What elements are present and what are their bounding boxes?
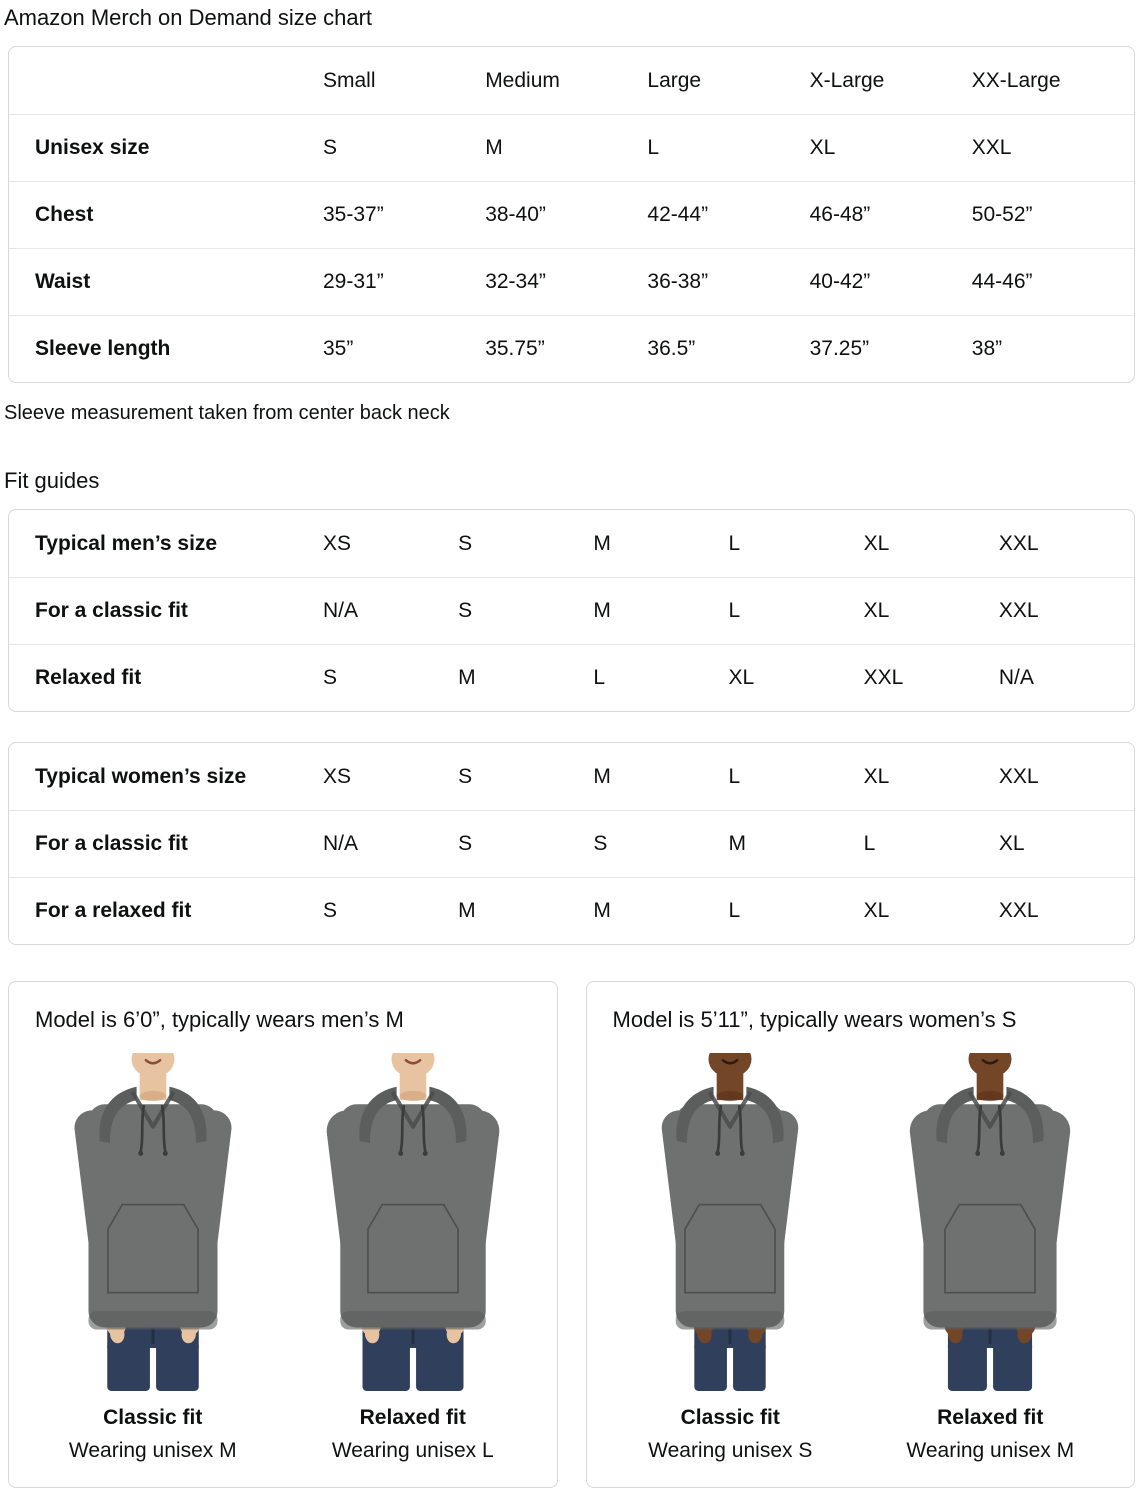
table-row-womens-relaxed-fit	[9, 877, 1134, 944]
table-cell: XXL	[998, 531, 1039, 555]
table-cell: XL	[728, 666, 755, 689]
row-label: For a classic fit	[35, 599, 188, 622]
table-cell: XL	[809, 136, 836, 159]
table-row-womens-classic-fit	[9, 810, 1134, 877]
wearing-label: Wearing unisex S	[648, 1439, 813, 1462]
table-cell: XL	[998, 832, 1025, 855]
table-cell: S	[323, 899, 338, 922]
table-cell: XL	[863, 599, 890, 622]
table-row-chest	[9, 181, 1134, 248]
row-label: Sleeve length	[35, 337, 171, 360]
column-header-xxlarge: XX-Large	[971, 68, 1061, 92]
model-figure	[865, 1053, 1115, 1463]
table-row-typical-womens-size	[9, 743, 1134, 810]
size-chart-table	[8, 46, 1135, 383]
table-cell: M	[593, 764, 611, 788]
card-heading: Model is 5’11”, typically wears women’s S	[612, 1007, 1017, 1032]
column-header-large: Large	[647, 68, 702, 92]
mens-fit-table	[8, 509, 1135, 712]
table-cell: M	[593, 531, 611, 555]
row-label: For a relaxed fit	[35, 899, 192, 922]
model-figure	[605, 1053, 855, 1463]
fit-label: Classic fit	[680, 1406, 780, 1429]
table-cell: 44-46”	[971, 270, 1033, 293]
fit-guides-heading: Fit guides	[4, 468, 100, 493]
table-cell: 40-42”	[809, 270, 871, 293]
model-figure	[28, 1053, 278, 1463]
column-header-xlarge: X-Large	[809, 68, 885, 92]
table-cell: L	[728, 599, 741, 622]
table-cell: S	[458, 832, 473, 855]
table-cell: L	[863, 832, 876, 855]
table-header-row	[9, 47, 1134, 114]
table-cell: 38-40”	[485, 203, 546, 226]
table-cell: L	[593, 666, 606, 689]
row-label: Typical women’s size	[35, 764, 247, 788]
table-cell: S	[323, 666, 338, 689]
page-title: Amazon Merch on Demand size chart	[4, 5, 373, 30]
size-chart-page	[0, 4, 1143, 1488]
row-label: Waist	[35, 270, 91, 293]
table-cell: 38”	[971, 337, 1003, 360]
model-figure	[288, 1053, 538, 1463]
model-photo-classic-male	[37, 1053, 269, 1391]
row-label: Chest	[35, 203, 94, 226]
table-cell: L	[728, 764, 741, 788]
row-label: Relaxed fit	[35, 666, 142, 689]
table-cell: 36.5”	[647, 337, 696, 360]
column-header-small: Small	[323, 68, 376, 92]
figures-row	[587, 1053, 1135, 1463]
table-cell: XXL	[863, 666, 904, 689]
mens-model-card	[8, 981, 558, 1488]
card-heading: Model is 6’0”, typically wears men’s M	[35, 1007, 404, 1032]
table-cell: M	[458, 899, 476, 922]
table-cell: N/A	[323, 599, 359, 622]
row-label: Typical men’s size	[35, 531, 218, 555]
table-cell: XXL	[998, 764, 1039, 788]
table-row-mens-relaxed-fit	[9, 644, 1134, 711]
table-cell: M	[728, 832, 746, 855]
wearing-label: Wearing unisex M	[906, 1439, 1075, 1462]
wearing-label: Wearing unisex L	[331, 1439, 494, 1462]
wearing-label: Wearing unisex M	[68, 1439, 237, 1462]
table-cell: 37.25”	[809, 337, 870, 360]
table-cell: S	[458, 531, 473, 555]
table-cell: 35”	[323, 337, 354, 360]
table-cell: M	[593, 899, 611, 922]
column-header-medium: Medium	[485, 68, 560, 92]
table-cell: L	[728, 899, 741, 922]
table-cell: XL	[863, 899, 890, 922]
table-cell: 29-31”	[323, 270, 384, 293]
table-cell: M	[485, 136, 503, 159]
table-cell: 50-52”	[971, 203, 1033, 226]
womens-model-card	[586, 981, 1136, 1488]
table-cell: M	[458, 666, 476, 689]
table-cell: L	[728, 531, 741, 555]
table-cell: S	[458, 764, 473, 788]
table-cell: 36-38”	[647, 270, 709, 293]
table-cell: N/A	[323, 832, 359, 855]
table-cell: M	[593, 599, 611, 622]
model-photo-relaxed-male	[297, 1053, 529, 1391]
table-cell: N/A	[998, 666, 1034, 689]
table-row-unisex-size	[9, 114, 1134, 181]
table-cell: XS	[323, 531, 352, 555]
sleeve-note: Sleeve measurement taken from center back neck	[4, 402, 450, 424]
table-cell: 32-34”	[485, 270, 546, 293]
table-cell: XXL	[971, 136, 1012, 159]
table-cell: 42-44”	[647, 203, 709, 226]
table-row-sleeve-length	[9, 315, 1134, 382]
model-cards-row	[8, 981, 1135, 1488]
table-cell: XL	[863, 764, 890, 788]
fit-label: Classic fit	[103, 1406, 203, 1429]
table-cell: S	[323, 136, 338, 159]
table-cell: XXL	[998, 899, 1039, 922]
table-row-waist	[9, 248, 1134, 315]
table-cell: XS	[323, 764, 352, 788]
row-label: For a classic fit	[35, 832, 188, 855]
model-photo-classic-female	[614, 1053, 846, 1391]
table-cell: S	[458, 599, 473, 622]
row-label: Unisex size	[35, 136, 150, 159]
table-row-typical-mens-size	[9, 510, 1134, 577]
figures-row	[9, 1053, 557, 1463]
model-photo-relaxed-female	[874, 1053, 1106, 1391]
table-cell: 35.75”	[485, 337, 545, 360]
fit-label: Relaxed fit	[359, 1406, 466, 1429]
table-cell: L	[647, 136, 660, 159]
table-row-mens-classic-fit	[9, 577, 1134, 644]
table-cell: S	[593, 832, 608, 855]
table-cell: XXL	[998, 599, 1039, 622]
table-cell: 35-37”	[323, 203, 384, 226]
fit-label: Relaxed fit	[937, 1406, 1044, 1429]
table-cell: 46-48”	[809, 203, 871, 226]
womens-fit-table	[8, 742, 1135, 945]
table-cell: XL	[863, 531, 890, 555]
